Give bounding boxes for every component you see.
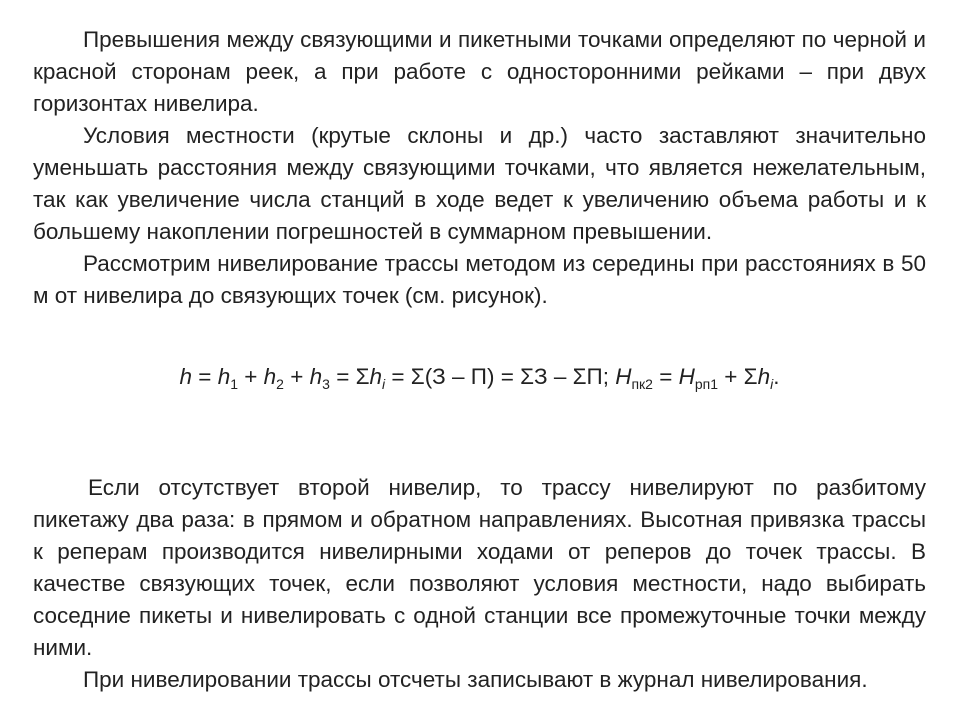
- elevation-formula: [33, 361, 926, 393]
- paragraph-journal: При нивелировании трассы отсчеты записывают в журнал нивелирования.: [83, 667, 868, 692]
- formula-operator: + Σ: [718, 364, 758, 389]
- formula-subscript: i: [770, 376, 774, 392]
- paragraph-leveling-method: Рассмотрим нивелирование трассы методом из середины при расстояниях в 50 м от нивелира до связующих точек (см. рисунок).: [33, 251, 926, 308]
- formula-symbol: h: [179, 364, 193, 389]
- formula-symbol: h: [217, 364, 231, 389]
- document-page: [33, 24, 926, 696]
- formula-operator: = Σ: [329, 364, 370, 389]
- formula-symbol: H: [678, 364, 695, 389]
- formula-operator: +: [238, 364, 264, 389]
- formula-subscript: пк2: [631, 376, 653, 392]
- formula-operator: = Σ(З – П) = ΣЗ – ΣП;: [385, 364, 616, 389]
- formula-subscript: i: [382, 376, 386, 392]
- formula-symbol: h: [757, 364, 771, 389]
- formula-operator: +: [283, 364, 310, 389]
- paragraph-terrain-conditions: Условия местности (крутые склоны и др.) часто заставляют значительно уменьшать расстояния между связующими точками, что является нежелательным, так как увеличение числа станций в ходе ведет к увеличению объема работы и к большему накоплении погрешностей в суммарном превышении.: [33, 123, 926, 244]
- paragraph-second-leveling: Если отсутствует второй нивелир, то трассу нивелируют по разбитому пикетажу два раза: в прямом и обратном направлениях. Высотная привязка трассы к реперам производится нивелирными ходами от реперов до точек трассы. В качестве связующих точек, если позволяют условия местности, надо выбирать соседние пикеты и нивелировать с одной станции все промежуточные точки между ними.: [33, 475, 926, 660]
- formula-symbol: H: [615, 364, 632, 389]
- formula-symbol: h: [263, 364, 277, 389]
- formula-subscript: рп1: [694, 376, 719, 392]
- formula-subscript: 1: [230, 376, 238, 392]
- paragraph-elevations: Превышения между связующими и пикетными точками определяют по черной и красной сторонам реек, а при работе с односторонними рейками – при двух горизонтах нивелира.: [33, 27, 926, 116]
- formula-block: [33, 312, 926, 472]
- formula-symbol: h: [309, 364, 323, 389]
- formula-operator: =: [192, 364, 218, 389]
- formula-operator: .: [773, 364, 780, 389]
- formula-subscript: 2: [276, 376, 284, 392]
- formula-subscript: 3: [322, 376, 330, 392]
- formula-operator: =: [652, 364, 679, 389]
- formula-symbol: h: [369, 364, 383, 389]
